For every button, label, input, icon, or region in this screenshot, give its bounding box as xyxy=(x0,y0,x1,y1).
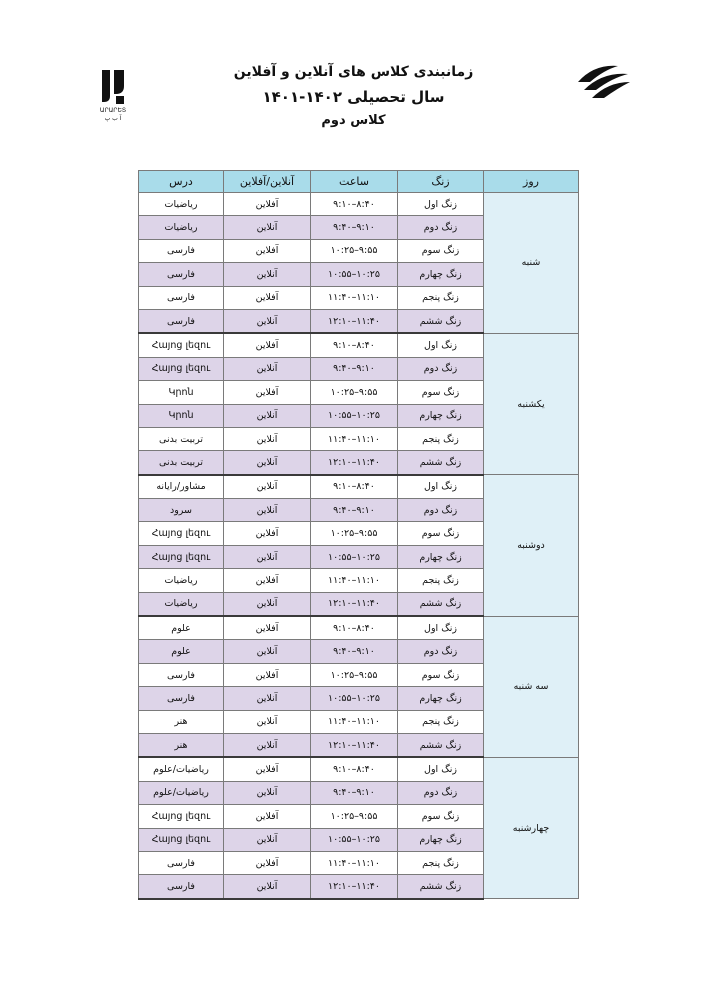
table-row xyxy=(139,616,579,640)
table-header-row xyxy=(139,171,579,193)
bell-cell: زنگ چهارم xyxy=(398,545,484,568)
time-cell: ۱۲:۱۰–۱۱:۴۰ xyxy=(311,733,398,757)
bell-cell: زنگ چهارم xyxy=(398,404,484,427)
time-cell: ۱۰:۲۵–۹:۵۵ xyxy=(311,663,398,686)
mode-cell: آفلاین xyxy=(224,333,311,357)
subject-cell: تربیت بدنی xyxy=(139,427,224,450)
time-cell: ۱۰:۲۵–۹:۵۵ xyxy=(311,381,398,404)
mode-cell: آنلاین xyxy=(224,592,311,616)
subject-cell: Հայոց լեզու xyxy=(139,333,224,357)
time-cell: ۱۱:۴۰–۱۱:۱۰ xyxy=(311,286,398,309)
time-cell: ۱۰:۲۵–۹:۵۵ xyxy=(311,805,398,828)
time-cell: ۱۱:۴۰–۱۱:۱۰ xyxy=(311,569,398,592)
time-cell: ۱۰:۲۵–۹:۵۵ xyxy=(311,522,398,545)
mode-cell: آفلاین xyxy=(224,616,311,640)
time-cell: ۱۲:۱۰–۱۱:۴۰ xyxy=(311,309,398,333)
day-name: دوشنبه xyxy=(484,475,579,616)
time-cell: ۹:۱۰–۸:۴۰ xyxy=(311,475,398,499)
time-cell: ۱۲:۱۰–۱۱:۴۰ xyxy=(311,451,398,475)
subject-cell: ریاضیات xyxy=(139,569,224,592)
time-cell: ۱۲:۱۰–۱۱:۴۰ xyxy=(311,875,398,899)
bell-cell: زنگ اول xyxy=(398,475,484,499)
subject-cell: ریاضیات xyxy=(139,592,224,616)
svg-text:آ ب پ: آ ب پ xyxy=(104,115,122,122)
header-bell: زنگ xyxy=(398,171,484,193)
schedule-body xyxy=(139,193,579,899)
mode-cell: آنلاین xyxy=(224,475,311,499)
time-cell: ۱۰:۲۵–۹:۵۵ xyxy=(311,239,398,262)
subject-cell: ریاضیات/علوم xyxy=(139,781,224,804)
mode-cell: آفلاین xyxy=(224,805,311,828)
subject-cell: مشاور/رایانه xyxy=(139,475,224,499)
bell-cell: زنگ پنجم xyxy=(398,286,484,309)
time-cell: ۹:۴۰–۹:۱۰ xyxy=(311,357,398,380)
bell-cell: زنگ سوم xyxy=(398,381,484,404)
bell-cell: زنگ اول xyxy=(398,616,484,640)
subject-cell: سرود xyxy=(139,499,224,522)
class-name: کلاس دوم xyxy=(321,113,386,128)
time-cell: ۱۰:۵۵–۱۰:۲۵ xyxy=(311,404,398,427)
mode-cell: آنلاین xyxy=(224,781,311,804)
time-cell: ۹:۴۰–۹:۱۰ xyxy=(311,781,398,804)
time-cell: ۱۱:۴۰–۱۱:۱۰ xyxy=(311,710,398,733)
subject-cell: Հայոց լեզու xyxy=(139,357,224,380)
bell-cell: زنگ دوم xyxy=(398,781,484,804)
subject-cell: Հայոց լեզու xyxy=(139,805,224,828)
mode-cell: آنلاین xyxy=(224,499,311,522)
subject-cell: فارسی xyxy=(139,263,224,286)
subject-cell: Հայոց լեզու xyxy=(139,545,224,568)
bell-cell: زنگ دوم xyxy=(398,216,484,239)
time-cell: ۹:۴۰–۹:۱۰ xyxy=(311,499,398,522)
time-cell: ۱۰:۵۵–۱۰:۲۵ xyxy=(311,545,398,568)
mode-cell: آفلاین xyxy=(224,757,311,781)
day-name: سه شنبه xyxy=(484,616,579,757)
subject-cell: تربیت بدنی xyxy=(139,451,224,475)
subject-cell: علوم xyxy=(139,616,224,640)
mode-cell: آنلاین xyxy=(224,710,311,733)
subject-cell: فارسی xyxy=(139,663,224,686)
subject-cell: ریاضیات xyxy=(139,216,224,239)
bell-cell: زنگ اول xyxy=(398,333,484,357)
time-cell: ۹:۱۰–۸:۴۰ xyxy=(311,757,398,781)
time-cell: ۱۲:۱۰–۱۱:۴۰ xyxy=(311,592,398,616)
bell-cell: زنگ چهارم xyxy=(398,263,484,286)
bell-cell: زنگ سوم xyxy=(398,805,484,828)
mode-cell: آفلاین xyxy=(224,663,311,686)
schedule-table xyxy=(138,170,579,900)
mode-cell: آنلاین xyxy=(224,733,311,757)
subject-cell: فارسی xyxy=(139,875,224,899)
svg-text:ԱՐԱՐԵՏ: ԱՐԱՐԵՏ xyxy=(99,107,127,114)
time-cell: ۹:۴۰–۹:۱۰ xyxy=(311,640,398,663)
bell-cell: زنگ سوم xyxy=(398,239,484,262)
bell-cell: زنگ چهارم xyxy=(398,828,484,851)
bell-cell: زنگ دوم xyxy=(398,640,484,663)
mode-cell: آنلاین xyxy=(224,828,311,851)
subject-cell: فارسی xyxy=(139,309,224,333)
mode-cell: آنلاین xyxy=(224,404,311,427)
subject-cell: هنر xyxy=(139,710,224,733)
mode-cell: آنلاین xyxy=(224,263,311,286)
mode-cell: آفلاین xyxy=(224,851,311,874)
subject-cell: فارسی xyxy=(139,687,224,710)
mode-cell: آنلاین xyxy=(224,357,311,380)
mode-cell: آفلاین xyxy=(224,569,311,592)
subject-cell: فارسی xyxy=(139,286,224,309)
bell-cell: زنگ ششم xyxy=(398,309,484,333)
bell-cell: زنگ ششم xyxy=(398,875,484,899)
academic-year: سال تحصیلی ۱۴۰۲-۱۴۰۱ xyxy=(262,88,445,106)
bell-cell: زنگ پنجم xyxy=(398,427,484,450)
mode-cell: آنلاین xyxy=(224,640,311,663)
time-cell: ۱۰:۵۵–۱۰:۲۵ xyxy=(311,828,398,851)
bell-cell: زنگ ششم xyxy=(398,451,484,475)
day-name: یکشنبه xyxy=(484,333,579,474)
bell-cell: زنگ دوم xyxy=(398,499,484,522)
table-row xyxy=(139,193,579,216)
header-subject: درس xyxy=(139,171,224,193)
mode-cell: آنلاین xyxy=(224,687,311,710)
bell-cell: زنگ ششم xyxy=(398,733,484,757)
mode-cell: آنلاین xyxy=(224,309,311,333)
subject-cell: Հայոց լեզու xyxy=(139,828,224,851)
bell-cell: زنگ ششم xyxy=(398,592,484,616)
table-row xyxy=(139,475,579,499)
mode-cell: آنلاین xyxy=(224,427,311,450)
table-row xyxy=(139,333,579,357)
bell-cell: زنگ چهارم xyxy=(398,687,484,710)
mode-cell: آنلاین xyxy=(224,875,311,899)
time-cell: ۹:۴۰–۹:۱۰ xyxy=(311,216,398,239)
bell-cell: زنگ پنجم xyxy=(398,569,484,592)
subject-cell: هنر xyxy=(139,733,224,757)
subject-cell: فارسی xyxy=(139,239,224,262)
time-cell: ۹:۱۰–۸:۴۰ xyxy=(311,616,398,640)
bell-cell: زنگ پنجم xyxy=(398,710,484,733)
bell-cell: زنگ سوم xyxy=(398,522,484,545)
header-mode: آنلاین/آفلاین xyxy=(224,171,311,193)
bell-cell: زنگ پنجم xyxy=(398,851,484,874)
mode-cell: آفلاین xyxy=(224,522,311,545)
mode-cell: آنلاین xyxy=(224,545,311,568)
time-cell: ۱۱:۴۰–۱۱:۱۰ xyxy=(311,851,398,874)
mode-cell: آفلاین xyxy=(224,381,311,404)
subject-cell: علوم xyxy=(139,640,224,663)
bell-cell: زنگ سوم xyxy=(398,663,484,686)
subject-cell: ریاضیات xyxy=(139,193,224,216)
mode-cell: آنلاین xyxy=(224,216,311,239)
mode-cell: آنلاین xyxy=(224,451,311,475)
table-row xyxy=(139,757,579,781)
time-cell: ۹:۱۰–۸:۴۰ xyxy=(311,193,398,216)
subject-cell: فارسی xyxy=(139,851,224,874)
page-title: زمانبندی کلاس های آنلاین و آفلاین xyxy=(233,64,474,80)
bell-cell: زنگ دوم xyxy=(398,357,484,380)
day-name: شنبه xyxy=(484,193,579,334)
mode-cell: آفلاین xyxy=(224,286,311,309)
subject-cell: Հայոց լեզու xyxy=(139,522,224,545)
subject-cell: Կրոն xyxy=(139,381,224,404)
header-day: روز xyxy=(484,171,579,193)
bell-cell: زنگ اول xyxy=(398,193,484,216)
mode-cell: آفلاین xyxy=(224,239,311,262)
time-cell: ۱۱:۴۰–۱۱:۱۰ xyxy=(311,427,398,450)
mode-cell: آفلاین xyxy=(224,193,311,216)
day-name: چهارشنبه xyxy=(484,757,579,898)
bell-cell: زنگ اول xyxy=(398,757,484,781)
time-cell: ۱۰:۵۵–۱۰:۲۵ xyxy=(311,687,398,710)
time-cell: ۱۰:۵۵–۱۰:۲۵ xyxy=(311,263,398,286)
time-cell: ۹:۱۰–۸:۴۰ xyxy=(311,333,398,357)
subject-cell: Կրոն xyxy=(139,404,224,427)
subject-cell: ریاضیات/علوم xyxy=(139,757,224,781)
header-time: ساعت xyxy=(311,171,398,193)
